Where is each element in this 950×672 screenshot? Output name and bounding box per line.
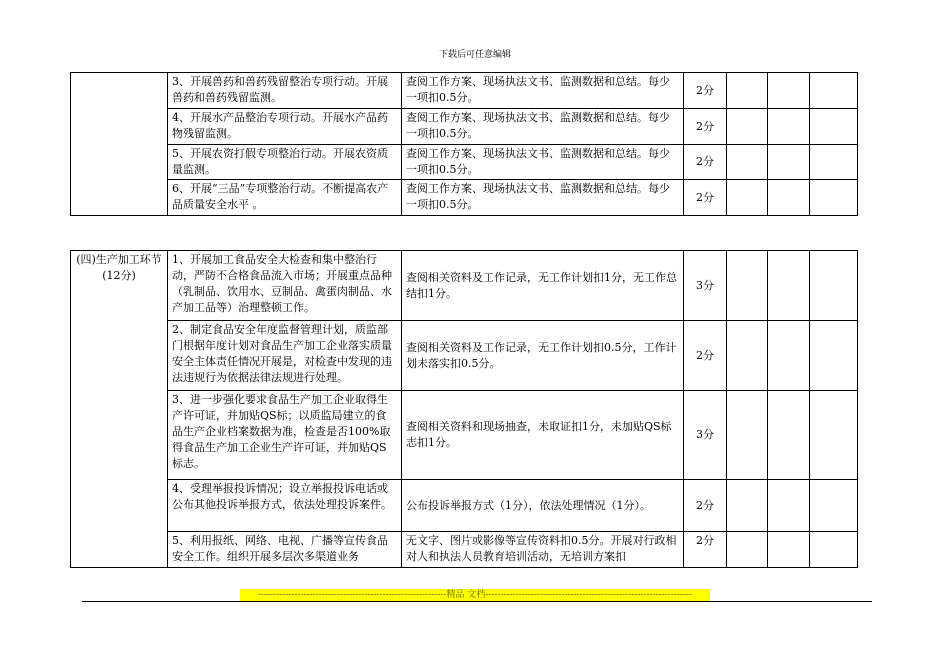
evaluation-table-part-2 [70, 250, 858, 568]
blank-cell [810, 532, 858, 568]
blank-cell [768, 321, 810, 391]
item-cell: 6、开展“三品”专项整治行动。不断提高农产品质量安全水平 。 [168, 180, 402, 216]
score-cell: 2分 [684, 109, 727, 145]
table-row [71, 73, 858, 109]
blank-cell [810, 145, 858, 180]
section-cell: (四)生产加工环节(12分) [71, 251, 168, 568]
method-cell: 查阅工作方案、现场执法文书、监测数据和总结。每少一项扣0.5分。 [402, 109, 684, 145]
blank-cell [810, 480, 858, 532]
blank-cell [768, 109, 810, 145]
table-row [71, 180, 858, 216]
method-cell: 查阅工作方案、现场执法文书、监测数据和总结。每少一项扣0.5分。 [402, 180, 684, 216]
method-cell: 查阅相关资料及工作记录，无工作计划扣1分，无工作总结扣1分。 [402, 251, 684, 321]
footer-banner: --------------------------------------------------------------精品 文档-------------------------------------------------------------------- [240, 589, 710, 601]
table-row [71, 532, 858, 568]
method-cell: 无文字、图片或影像等宣传资料扣0.5分。开展对行政相对人和执法人员教育培训活动，无培训方案扣 [402, 532, 684, 568]
blank-cell [727, 480, 768, 532]
score-cell: 3分 [684, 391, 727, 480]
blank-cell [727, 321, 768, 391]
blank-cell [810, 391, 858, 480]
table-row [71, 109, 858, 145]
item-cell: 5、利用报纸、网络、电视、广播等宣传食品安全工作。组织开展多层次多渠道业务 [168, 532, 402, 568]
blank-cell [810, 321, 858, 391]
blank-cell [768, 391, 810, 480]
evaluation-table-part-1 [70, 72, 858, 216]
blank-cell [727, 180, 768, 216]
score-cell: 2分 [684, 532, 727, 568]
score-cell: 2分 [684, 480, 727, 532]
blank-cell [727, 532, 768, 568]
item-cell: 2、制定食品安全年度监督管理计划，质监部门根据年度计划对食品生产加工企业落实质量安全主体责任情况开展是，对检查中发现的违法违规行为依据法律法规进行处理。 [168, 321, 402, 391]
blank-cell [727, 391, 768, 480]
blank-cell [768, 73, 810, 109]
method-cell: 查阅工作方案、现场执法文书、监测数据和总结。每少一项扣0.5分。 [402, 145, 684, 180]
table-row [71, 145, 858, 180]
method-cell: 公布投诉举报方式（1分），依法处理情况（1分）。 [402, 480, 684, 532]
blank-cell [810, 180, 858, 216]
blank-cell [810, 73, 858, 109]
score-cell: 2分 [684, 321, 727, 391]
blank-cell [727, 109, 768, 145]
table-row [71, 251, 858, 321]
score-cell: 3分 [684, 251, 727, 321]
blank-cell [768, 251, 810, 321]
score-cell: 2分 [684, 73, 727, 109]
item-cell: 4、受理举报投诉情况；设立举报投诉电话或公布其他投诉举报方式，依法处理投诉案件。 [168, 480, 402, 532]
score-cell: 2分 [684, 145, 727, 180]
blank-cell [727, 145, 768, 180]
item-cell: 1、开展加工食品安全大检查和集中整治行动，严防不合格食品流入市场；开展重点品种（乳制品、饮用水、豆制品、禽蛋肉制品、水产加工品等）治理整顿工作。 [168, 251, 402, 321]
method-cell: 查阅工作方案、现场执法文书、监测数据和总结。每少一项扣0.5分。 [402, 73, 684, 109]
blank-cell [810, 109, 858, 145]
table-row [71, 480, 858, 532]
blank-cell [768, 480, 810, 532]
blank-cell [768, 180, 810, 216]
blank-cell [727, 251, 768, 321]
table-row [71, 391, 858, 480]
item-cell: 5、开展农资打假专项整治行动。开展农资质量监测。 [168, 145, 402, 180]
item-cell: 4、开展水产品整治专项行动。开展水产品药物残留监测。 [168, 109, 402, 145]
method-cell: 查阅相关资料及工作记录，无工作计划扣0.5分，工作计划未落实扣0.5分。 [402, 321, 684, 391]
score-cell: 2分 [684, 180, 727, 216]
method-cell: 查阅相关资料和现场抽查，未取证扣1分，未加贴QS标志扣1分。 [402, 391, 684, 480]
blank-cell [768, 145, 810, 180]
section-cell [71, 73, 168, 216]
footer-divider [82, 601, 872, 602]
blank-cell [768, 532, 810, 568]
blank-cell [727, 73, 768, 109]
item-cell: 3、进一步强化要求食品生产加工企业取得生产许可证，并加贴QS标；以质监局建立的食品生产企业档案数据为准，检查是否100%取得食品生产加工企业生产许可证，并加贴QS标志。 [168, 391, 402, 480]
table-row [71, 321, 858, 391]
page-header: 下载后可任意编辑 [438, 50, 511, 60]
blank-cell [810, 251, 858, 321]
item-cell: 3、开展兽药和兽药残留整治专项行动。开展兽药和兽药残留监测。 [168, 73, 402, 109]
